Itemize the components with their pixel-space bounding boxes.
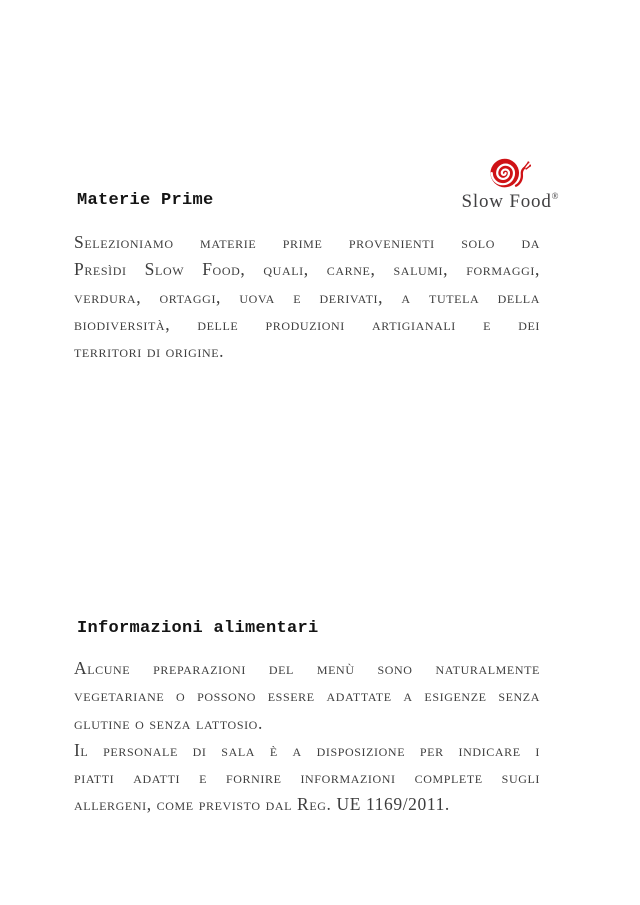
paragraph-line: verdura, ortaggi, uova e derivati, a tutela della — [74, 286, 540, 307]
slow-food-wordmark — [458, 192, 562, 211]
materie-prime-heading: Materie Prime — [77, 191, 214, 211]
paragraph-line: territori di origine. — [74, 341, 225, 362]
informazioni-alimentari-heading: Informazioni alimentari — [77, 619, 319, 639]
slow-food-wordmark-text: Slow Food — [461, 191, 552, 212]
slow-food-snail-icon — [489, 153, 531, 191]
materie-prime-paragraph — [74, 229, 540, 365]
paragraph-line: Il personale di sala è a disposizione per indicare i — [74, 739, 540, 760]
paragraph-line: allergeni, come previsto dal Reg. UE 1169/2011. — [74, 794, 450, 815]
informazioni-alimentari-paragraph — [74, 655, 540, 819]
slow-food-logo — [458, 153, 562, 211]
paragraph-line: glutine o senza lattosio. — [74, 712, 263, 733]
paragraph-line: Alcune preparazioni del menù sono naturalmente — [74, 658, 540, 678]
paragraph-line: Selezioniamo materie prime provenienti solo da — [74, 232, 540, 252]
paragraph-line: biodiversità, delle produzioni artigianali e dei — [74, 313, 540, 334]
paragraph-line: vegetariane o possono essere adattate a esigenze senza — [74, 685, 540, 706]
registered-trademark-symbol: ® — [551, 191, 559, 201]
paragraph-line: Presìdi Slow Food, quali, carne, salumi, formaggi, — [74, 259, 540, 280]
paragraph-line: piatti adatti e fornire informazioni complete sugli — [74, 767, 540, 788]
